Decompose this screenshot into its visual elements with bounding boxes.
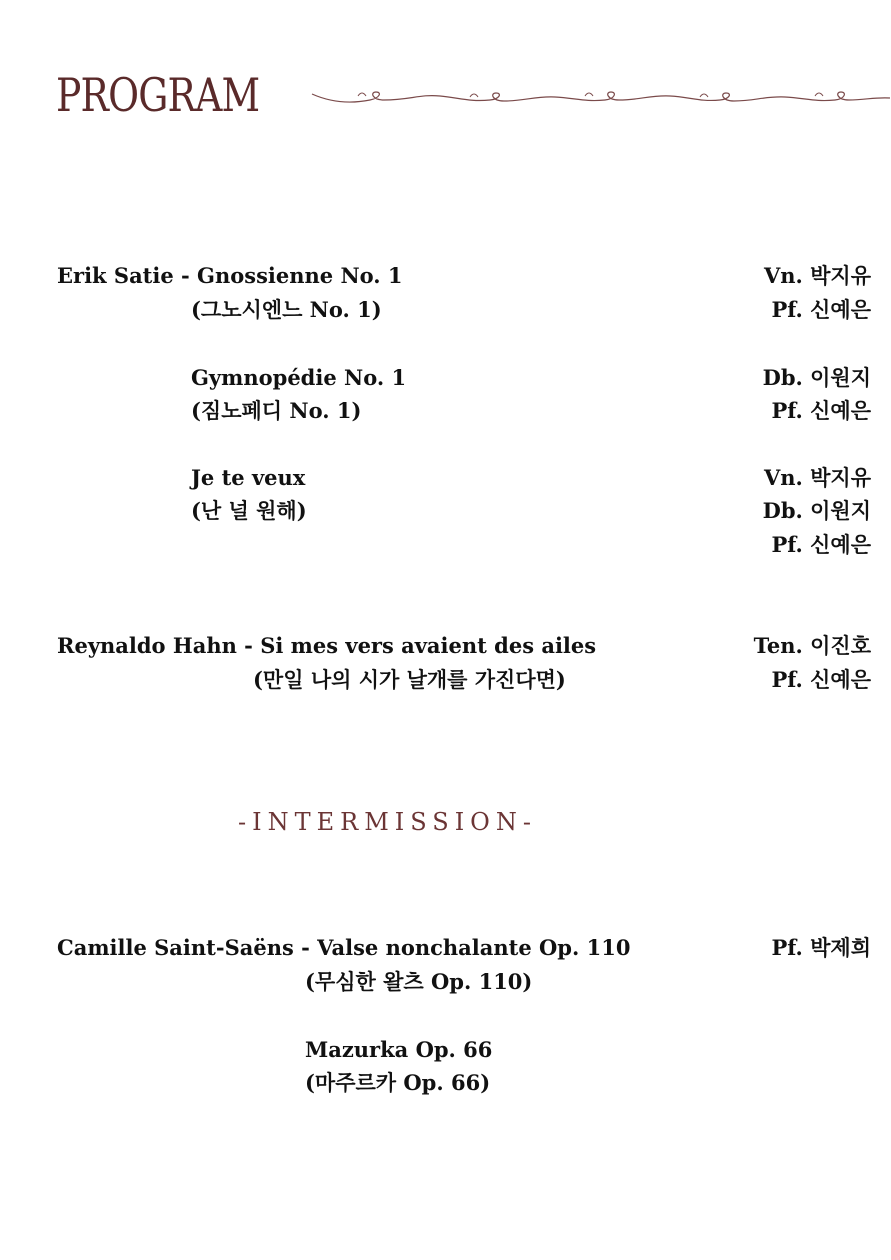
performer: Vn. 박지유: [763, 263, 871, 288]
intermission-label: -INTERMISSION-: [238, 808, 537, 836]
program-line-saint-saens-valse: Camille Saint-Saëns - Valse nonchalante Op. 110: [57, 935, 631, 960]
program-title-mazurka: Mazurka Op. 66: [305, 1037, 493, 1062]
performer: Pf. 신예은: [771, 398, 871, 423]
program-translation: (짐노페디 No. 1): [191, 398, 362, 423]
program-line-hahn: Reynaldo Hahn - Si mes vers avaient des ailes: [57, 633, 597, 658]
program-translation: (그노시엔느 No. 1): [191, 297, 382, 322]
performer: Ten. 이진호: [753, 633, 871, 658]
performer: Pf. 신예은: [771, 297, 871, 322]
performer: Vn. 박지유: [763, 465, 871, 490]
program-title-gymnopedie: Gymnopédie No. 1: [191, 365, 407, 390]
performer: Db. 이원지: [762, 365, 871, 390]
program-translation: (만일 나의 시가 날개를 가진다면): [253, 667, 566, 692]
program-translation: (무심한 왈츠 Op. 110): [305, 969, 533, 994]
performer: Pf. 신예은: [771, 532, 871, 557]
performer: Db. 이원지: [762, 498, 871, 523]
program-line-satie-gnossienne: Erik Satie - Gnossienne No. 1: [57, 263, 403, 288]
program-translation: (난 널 원해): [191, 498, 307, 523]
page-title: PROGRAM: [56, 68, 260, 122]
performer: Pf. 박제희: [771, 935, 871, 960]
vine-ornament-icon: [310, 82, 891, 112]
program-translation: (마주르카 Op. 66): [305, 1070, 491, 1095]
program-title-je-te-veux: Je te veux: [191, 465, 306, 490]
performer: Pf. 신예은: [771, 667, 871, 692]
